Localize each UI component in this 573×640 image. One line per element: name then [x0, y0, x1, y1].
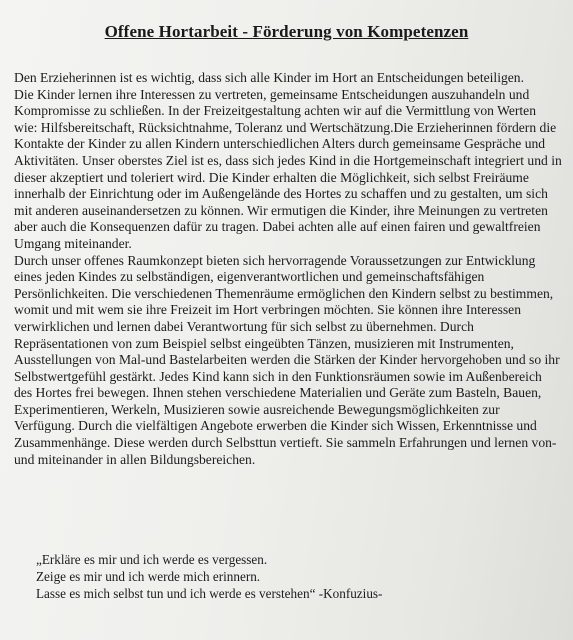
quote-line: Zeige es mir und ich werde mich erinnern. — [36, 568, 261, 584]
document-title: Offene Hortarbeit - Förderung von Kompetenzen — [104, 22, 469, 41]
paragraph-intro: Den Erzieherinnen ist es wichtig, dass sich alle Kinder im Hort an Entscheidungen beteiligen. — [14, 70, 524, 85]
quote-line: Lasse es mich selbst tun und ich werde es verstehen“ -Konfuzius- — [36, 585, 383, 601]
quote-line: „Erkläre es mir und ich werde es vergessen. — [36, 552, 268, 567]
paragraph-room-concept: Durch unser offenes Raumkonzept bieten sich hervorragende Voraussetzungen zur Entwicklung eines jeden Kindes zu selbständigen, eigenverantwortlichen und gemeinschaftsfähigen Persönlichkeiten. Die verschiedenen Themenräume ermöglichen den Kindern selbst zu bestimmen, womit und mit wem sie ihre Freizeit im Hort verbringen möchten. Sie können ihre Interessen verwirklichen und lernen dabei Verantwortung für sich selbst zu übernehmen. Durch Repräsentationen von zum Beispiel selbst eingeübten Tänzen, musizieren mit Instrumenten, Ausstellungen von Mal-und Bastelarbeiten werden die Stärken der Kinder hervorgehoben und so ihr Selbstwertgefühl gestärkt. Jedes Kind kann sich in den Funktionsräumen sowie im Außenbereich des Hortes frei bewegen. Ihnen stehen verschiedene Materialien und Geräte zum Basteln, Bauen, Experimentieren, Werkeln, Musizieren sowie ausreichende Bewegungsmöglichkeiten zur Verfügung. Durch die vielfältigen Angebote erwerben die Kinder sich Wissen, Erkenntnisse und Zusammenhänge. Diese werden durch Selbsttun vertieft. Sie sammeln Erfahrungen und lernen von-und miteinander in allen Bildungsbereichen. — [14, 252, 560, 467]
paragraph-values: Die Kinder lernen ihre Interessen zu vertreten, gemeinsame Entscheidungen auszuhandeln und Kompromisse zu schließen. In der Freizeitgestaltung achten wir auf die Vermittlung von Werten wie: Hilfsbereitschaft, Rücksichtnahme, Toleranz und Wertschätzung.Die Erzieherinnen fördern die Kontakte der Kinder zu allen Kindern unterschiedlichen Alters durch gemeinsame Gespräche und Aktivitäten. Unser oberstes Ziel ist es, dass sich jedes Kind in die Hortgemeinschaft integriert und in dieser akzeptiert und toleriert wird. Die Kinder erhalten die Möglichkeit, sich selbst Freiräume innerhalb der Einrichtung oder im Außengelände des Hortes zu schaffen und zu gestalten, um sich mit anderen auseinandersetzen zu können. Wir ermutigen die Kinder, ihre Meinungen zu vertreten aber auch die Konsequenzen dafür zu tragen. Dabei achten alle auf einen fairen und gewaltfreien Umgang miteinander. — [14, 86, 562, 251]
confucius-quote — [36, 552, 556, 602]
document-body — [14, 70, 562, 468]
